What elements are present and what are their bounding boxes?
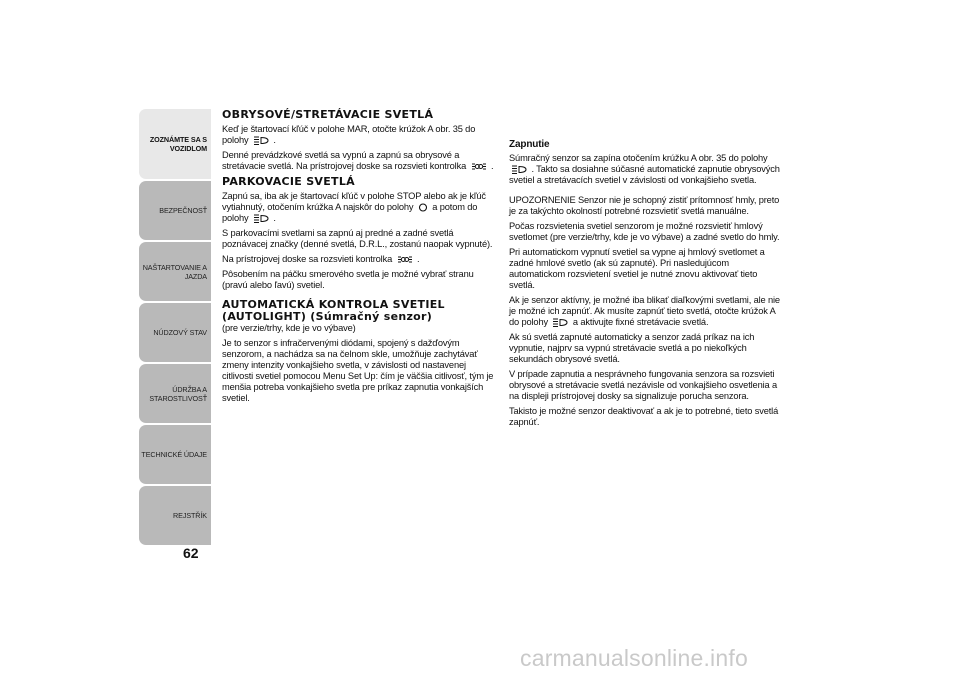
parking-light-ring-icon (418, 203, 428, 212)
low-beam-icon (253, 214, 269, 223)
right-column (509, 139, 781, 432)
paragraph: Pri automatickom vypnutí svetiel sa vypne aj hmlový svetlomet a zadné hmlové svetlo (ak sú zapnuté). Pri nasledujúcom automatickom rozsvietení svetiel je nutné znovu aktivovať tieto svetlá. (509, 247, 765, 290)
paragraph: Na prístrojovej doske sa rozsvieti kontrolka . (222, 254, 420, 264)
low-beam-icon (253, 136, 269, 145)
paragraph: Počas rozsvietenia svetiel senzorom je možné rozsvietiť hmlový svetlomet (pre verzie/trhy, kde je vo výbave) a zadné svetlo do hmly. (509, 221, 780, 242)
paragraph: Súmračný senzor sa zapína otočením krúžku A obr. 35 do polohy . Takto sa dosiahne súčasné automatické zapnutie obrysových svetiel a stretávacích svetiel v závislosti od vonkajšieho svetla. (509, 153, 780, 185)
subsection-heading: Zapnutie (509, 139, 550, 150)
low-beam-icon (511, 165, 527, 174)
tab-technicke-udaje[interactable]: TECHNICKÉ ÚDAJE (139, 425, 211, 484)
paragraph: Pôsobením na páčku smerového svetla je možné vybrať stranu (pravú alebo ľavú) svetiel. (222, 269, 474, 290)
paragraph: (pre verzie/trhy, kde je vo výbave) (222, 323, 356, 333)
page-number: 62 (183, 545, 199, 561)
paragraph: Ak je senzor aktívny, je možné iba blikať diaľkovými svetlami, ale nie je možné ich zapnúť. Ak musíte zapnúť tieto svetlá, otočte krúžok A do polohy a aktivujte fixné stretávacie svetlá. (509, 295, 780, 327)
low-beam-icon (552, 318, 568, 327)
sidelight-icon (397, 255, 413, 264)
paragraph: Denné prevádzkové svetlá sa vypnú a zapnú sa obrysové a stretávacie svetlá. Na prístrojovej doske sa rozsvieti kontrolka . (222, 150, 494, 171)
paragraph: Zapnú sa, iba ak je štartovací kľúč v polohe STOP alebo ak je kľúč vytiahnutý, otočením krúžka A najskôr do polohy a potom do polohy . (222, 191, 486, 223)
left-column (222, 109, 494, 408)
tab-bezpecnost[interactable]: BEZPEČNOSŤ (139, 181, 211, 240)
tab-nudzovy-stav[interactable]: NÚDZOVÝ STAV (139, 303, 211, 362)
section-heading: OBRYSOVÉ/STRETÁVACIE SVETLÁ (222, 108, 434, 121)
tab-zoznamte-sa[interactable]: ZOZNÁMTE SA S VOZIDLOM (139, 109, 211, 179)
paragraph: Je to senzor s infračervenými diódami, spojený s dažďovým senzorom, a nachádza sa na čelnom skle, umožňuje zachytávať zmeny intenzity vonkajšieho svetla, v závislosti od nastavenej citlivosti svetiel pomocou Menu Set Up: čím je väčšia citlivosť, tým je menšia potreba vonkajšieho svetla pre príkaz zapnutia vonkajších svetiel. (222, 338, 494, 403)
section-heading: AUTOMATICKÁ KONTROLA SVETIEL (AUTOLIGHT) (Súmračný senzor) (222, 298, 445, 323)
tab-rejstrik[interactable]: REJSTŘÍK (139, 486, 211, 545)
watermark: carmanualsonline.info (520, 645, 748, 671)
paragraph: Ak sú svetlá zapnuté automaticky a senzor zadá príkaz na ich vypnutie, najprv sa vypnú stretávacie svetlá a po niekoľkých sekundách obrysové svetlá. (509, 332, 755, 364)
tab-nastartovanie[interactable]: NAŠTARTOVANIE A JAZDA (139, 242, 211, 301)
paragraph: S parkovacími svetlami sa zapnú aj predné a zadné svetlá poznávacej značky (denné svetlá, D.R.L., zostanú naopak vypnuté). (222, 228, 493, 249)
paragraph: V prípade zapnutia a nesprávneho fungovania senzora sa rozsvieti obrysové a stretávacie svetlá nezávisle od vonkajšieho osvetlenia a na displeji prístrojovej dosky sa signalizuje porucha senzora. (509, 369, 777, 401)
section-heading: PARKOVACIE SVETLÁ (222, 175, 355, 188)
paragraph: Keď je štartovací kľúč v polohe MAR, otočte krúžok A obr. 35 do polohy . (222, 124, 476, 145)
paragraph: Takisto je možné senzor deaktivovať a ak je to potrebné, tieto svetlá zapnúť. (509, 406, 779, 427)
sidelight-icon (471, 162, 487, 171)
paragraph: UPOZORNENIE Senzor nie je schopný zistiť prítomnosť hmly, preto je za takýchto okolností potrebné rozsvietiť svetlá manuálne. (509, 195, 780, 216)
tab-udrzba[interactable]: ÚDRŽBA A STAROSTLIVOSŤ (139, 364, 211, 423)
